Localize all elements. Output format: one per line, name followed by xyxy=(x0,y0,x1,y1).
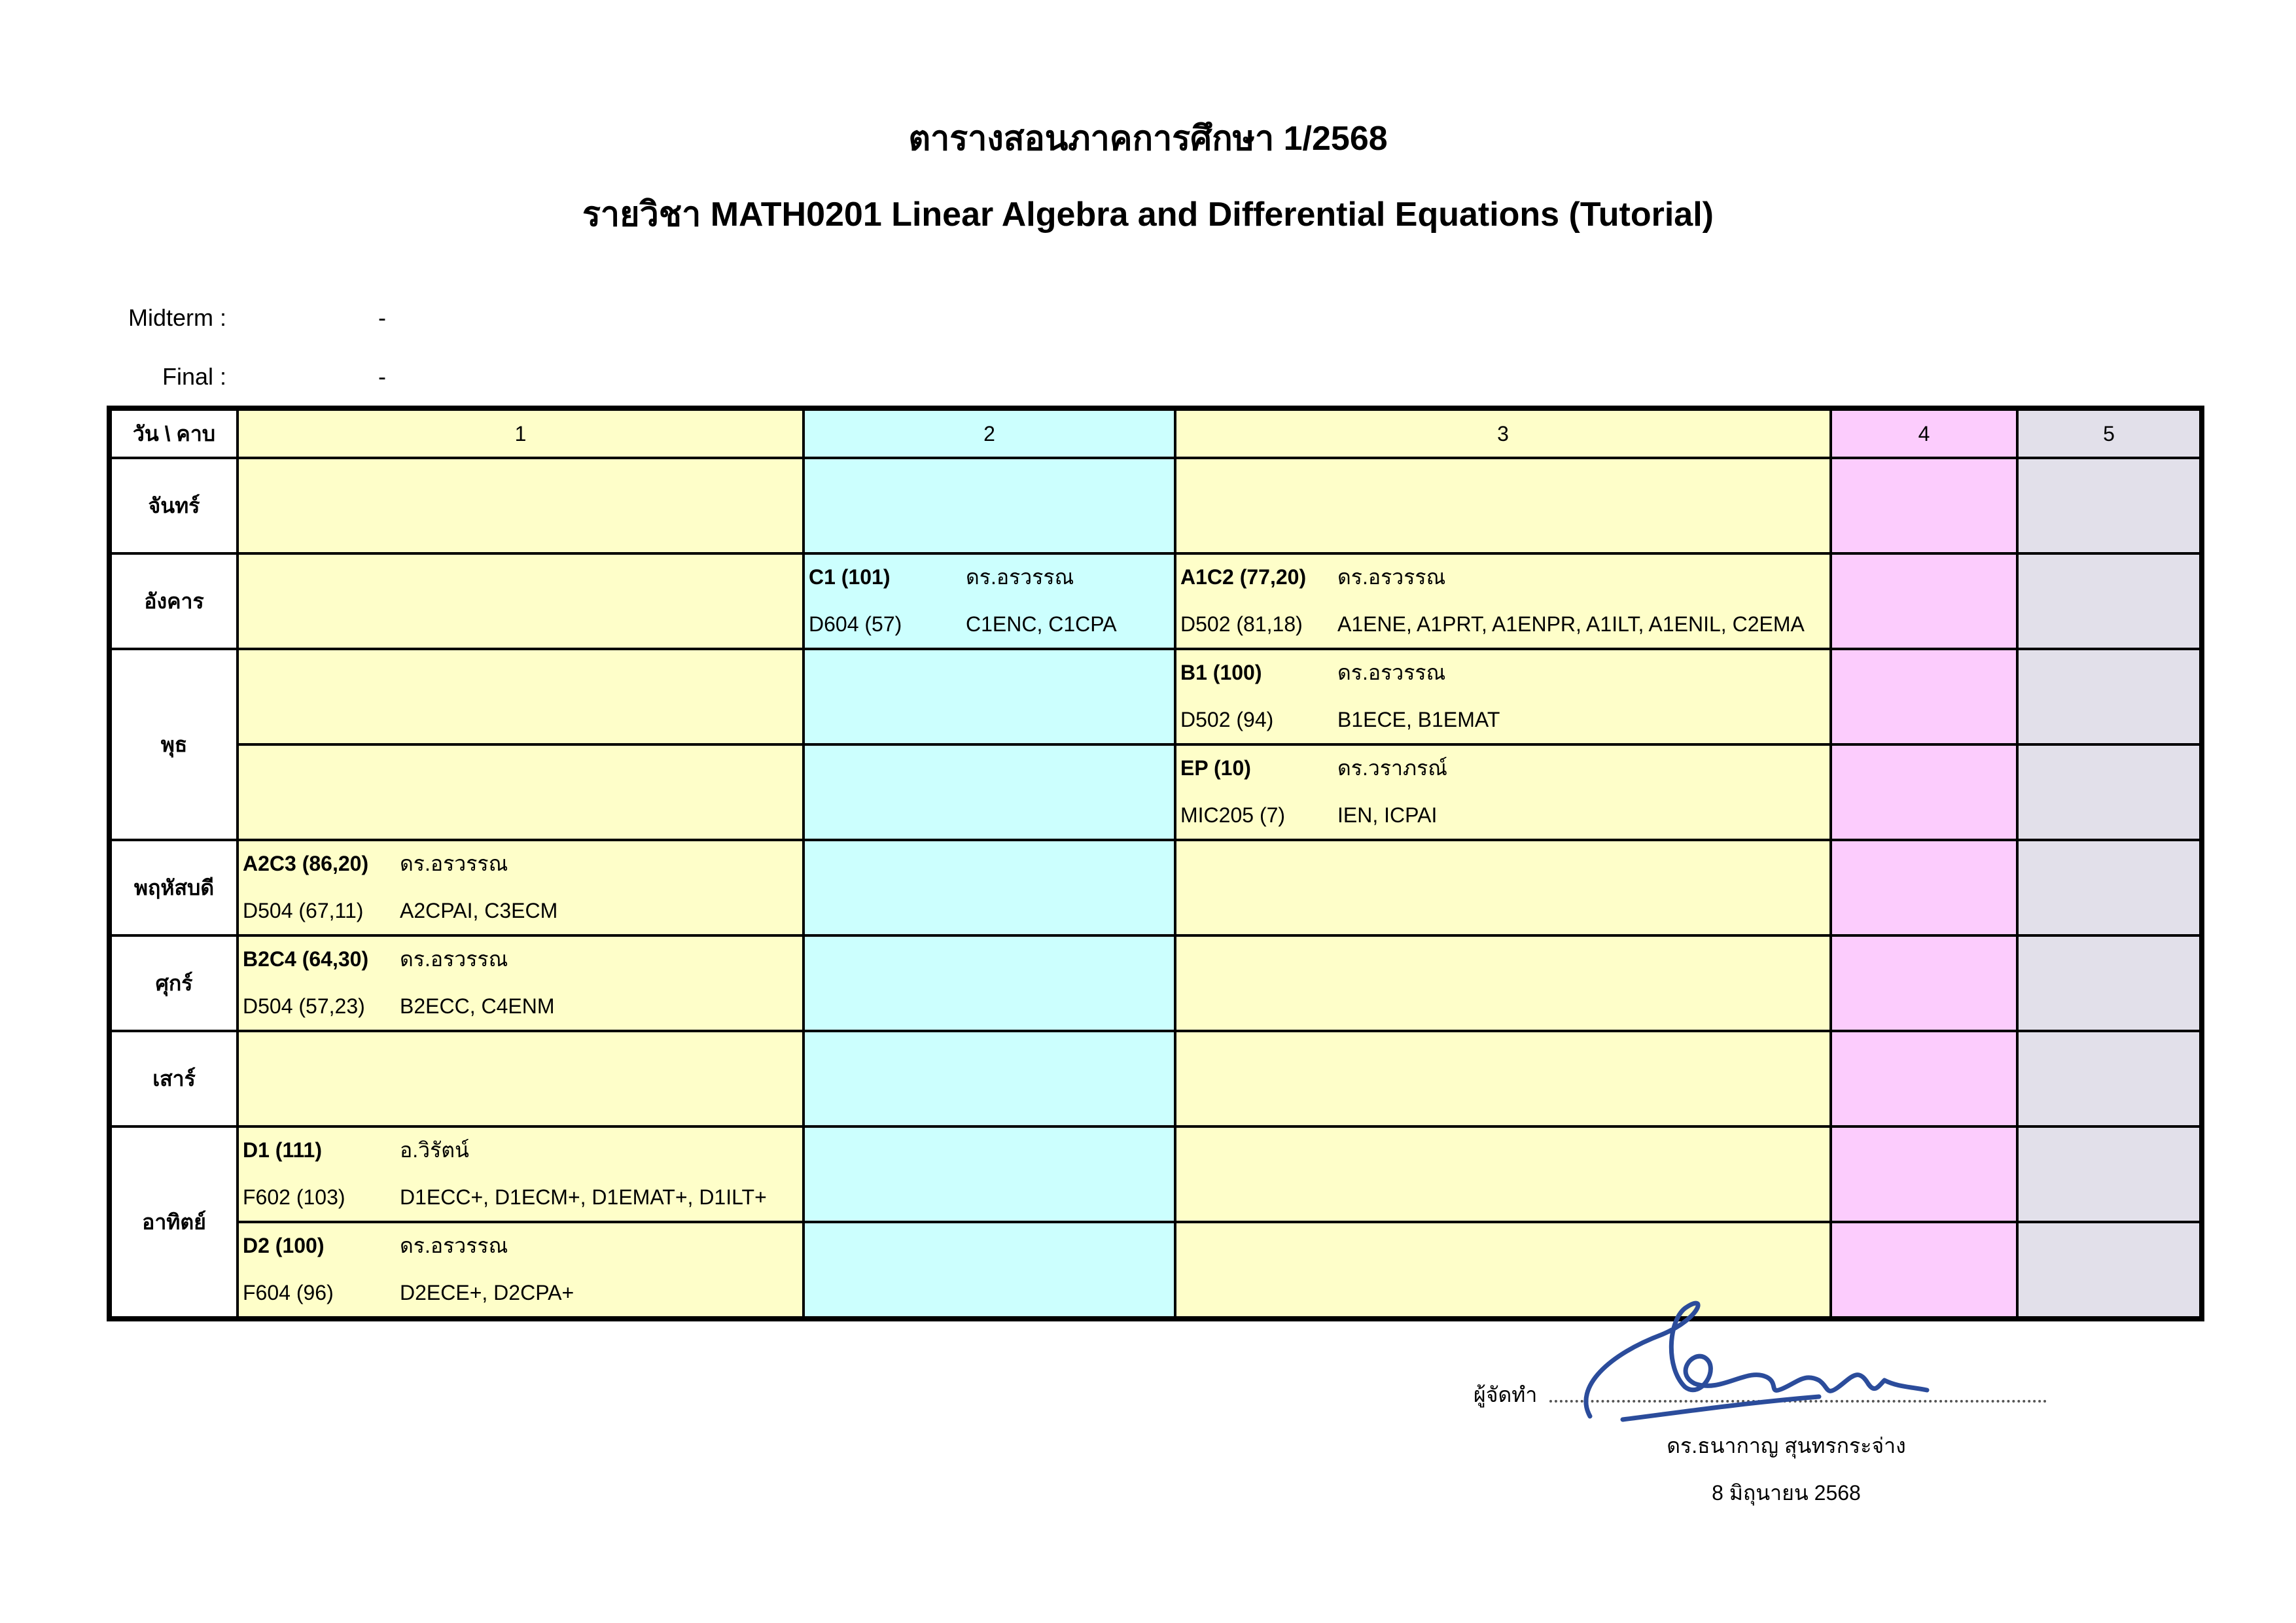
teacher-name: อ.วิรัตน์ xyxy=(400,1138,469,1162)
slot-cell xyxy=(1831,744,2017,840)
slot-cell xyxy=(238,649,804,744)
table-row xyxy=(109,935,2202,1031)
slot-cell xyxy=(804,935,1175,1031)
teacher-name: ดร.อรวรรณ xyxy=(1337,565,1446,589)
midterm-value: - xyxy=(378,304,386,331)
section-code: A1C2 (77,20) xyxy=(1180,565,1307,589)
slot-cell xyxy=(1175,458,1831,553)
table-row xyxy=(109,840,2202,935)
student-groups: A1ENE, A1PRT, A1ENPR, A1ILT, A1ENIL, C2EMA xyxy=(1337,612,1805,636)
slot-cell xyxy=(238,458,804,553)
room: D504 (57,23) xyxy=(243,994,365,1018)
slot-cell xyxy=(1831,935,2017,1031)
class-entry xyxy=(1175,744,1831,840)
slot-cell xyxy=(238,744,804,840)
signer-name: ดร.ธนากาญ สุนทรกระจ่าง xyxy=(1667,1434,1906,1457)
slot-cell xyxy=(2017,744,2202,840)
slot-cell xyxy=(2017,553,2202,649)
room: D502 (94) xyxy=(1180,708,1274,731)
period-header-1: 1 xyxy=(238,408,804,458)
section-code: C1 (101) xyxy=(809,565,891,589)
period-header-4: 4 xyxy=(1831,408,2017,458)
day-sunday: อาทิตย์ xyxy=(109,1126,238,1319)
class-entry xyxy=(1175,649,1831,744)
class-entry xyxy=(238,1126,804,1222)
table-row xyxy=(109,458,2202,553)
slot-cell xyxy=(804,458,1175,553)
room: D502 (81,18) xyxy=(1180,612,1303,636)
section-code: EP (10) xyxy=(1180,756,1251,780)
student-groups: B2ECC, C4ENM xyxy=(400,994,555,1018)
room: F602 (103) xyxy=(243,1185,345,1209)
slot-cell xyxy=(804,1222,1175,1319)
teacher-name: ดร.อรวรรณ xyxy=(1337,661,1446,684)
table-row xyxy=(109,649,2202,744)
slot-cell xyxy=(1175,935,1831,1031)
day-friday: ศุกร์ xyxy=(109,935,238,1031)
slot-cell xyxy=(1831,553,2017,649)
prepared-by-label: ผู้จัดทำ xyxy=(1474,1383,1538,1406)
slot-cell xyxy=(1175,1126,1831,1222)
final-value: - xyxy=(378,363,386,390)
class-entry xyxy=(238,840,804,935)
slot-cell xyxy=(2017,1031,2202,1126)
slot-cell xyxy=(1175,1031,1831,1126)
period-header-row xyxy=(109,408,2202,458)
day-saturday: เสาร์ xyxy=(109,1031,238,1126)
student-groups: C1ENC, C1CPA xyxy=(966,612,1117,636)
period-header-3: 3 xyxy=(1175,408,1831,458)
day-wednesday: พุธ xyxy=(109,649,238,840)
slot-cell xyxy=(804,840,1175,935)
slot-cell xyxy=(804,1126,1175,1222)
section-code: D1 (111) xyxy=(243,1138,322,1162)
slot-cell xyxy=(1831,1031,2017,1126)
section-code: B2C4 (64,30) xyxy=(243,947,369,971)
section-code: A2C3 (86,20) xyxy=(243,852,369,875)
day-monday: จันทร์ xyxy=(109,458,238,553)
slot-cell xyxy=(1175,840,1831,935)
room: D504 (67,11) xyxy=(243,899,364,922)
student-groups: IEN, ICPAI xyxy=(1337,803,1438,827)
table-row xyxy=(109,744,2202,840)
slot-cell xyxy=(1831,1126,2017,1222)
slot-cell xyxy=(804,1031,1175,1126)
period-header-5: 5 xyxy=(2017,408,2202,458)
period-header-2: 2 xyxy=(804,408,1175,458)
section-code: B1 (100) xyxy=(1180,661,1262,684)
student-groups: A2CPAI, C3ECM xyxy=(400,899,558,922)
teacher-name: ดร.อรวรรณ xyxy=(400,852,508,875)
teacher-name: ดร.อรวรรณ xyxy=(400,947,508,971)
student-groups: D2ECE+, D2CPA+ xyxy=(400,1281,574,1304)
section-code: D2 (100) xyxy=(243,1234,325,1257)
slot-cell xyxy=(2017,458,2202,553)
corner-header: วัน \ คาบ xyxy=(109,408,238,458)
room: F604 (96) xyxy=(243,1281,334,1304)
schedule-table xyxy=(107,406,2204,1321)
handwritten-signature xyxy=(1570,1289,1937,1439)
slot-cell xyxy=(238,1031,804,1126)
slot-cell xyxy=(804,649,1175,744)
page-title: ตารางสอนภาคการศึกษา 1/2568 xyxy=(908,120,1388,158)
sign-date: 8 มิถุนายน 2568 xyxy=(1712,1481,1861,1505)
class-entry xyxy=(1175,553,1831,649)
midterm-label: Midterm : xyxy=(128,304,226,331)
room: D604 (57) xyxy=(809,612,902,636)
table-row xyxy=(109,553,2202,649)
slot-cell xyxy=(2017,649,2202,744)
teacher-name: ดร.อรวรรณ xyxy=(966,565,1074,589)
slot-cell xyxy=(1831,840,2017,935)
class-entry xyxy=(238,1222,804,1319)
table-row xyxy=(109,1031,2202,1126)
slot-cell xyxy=(804,744,1175,840)
slot-cell xyxy=(2017,935,2202,1031)
room: MIC205 (7) xyxy=(1180,803,1286,827)
table-row xyxy=(109,1126,2202,1222)
slot-cell xyxy=(2017,1126,2202,1222)
student-groups: D1ECC+, D1ECM+, D1EMAT+, D1ILT+ xyxy=(400,1185,767,1209)
slot-cell xyxy=(1831,649,2017,744)
final-label: Final : xyxy=(162,363,226,390)
slot-cell xyxy=(1831,458,2017,553)
day-thursday: พฤหัสบดี xyxy=(109,840,238,935)
slot-cell xyxy=(2017,840,2202,935)
student-groups: B1ECE, B1EMAT xyxy=(1337,708,1500,731)
teacher-name: ดร.วราภรณ์ xyxy=(1337,756,1447,780)
class-entry xyxy=(238,935,804,1031)
class-entry xyxy=(804,553,1175,649)
slot-cell xyxy=(2017,1222,2202,1319)
course-subtitle: รายวิชา MATH0201 Linear Algebra and Differential Equations (Tutorial) xyxy=(582,196,1714,234)
teacher-name: ดร.อรวรรณ xyxy=(400,1234,508,1257)
slot-cell xyxy=(238,553,804,649)
day-tuesday: อังคาร xyxy=(109,553,238,649)
